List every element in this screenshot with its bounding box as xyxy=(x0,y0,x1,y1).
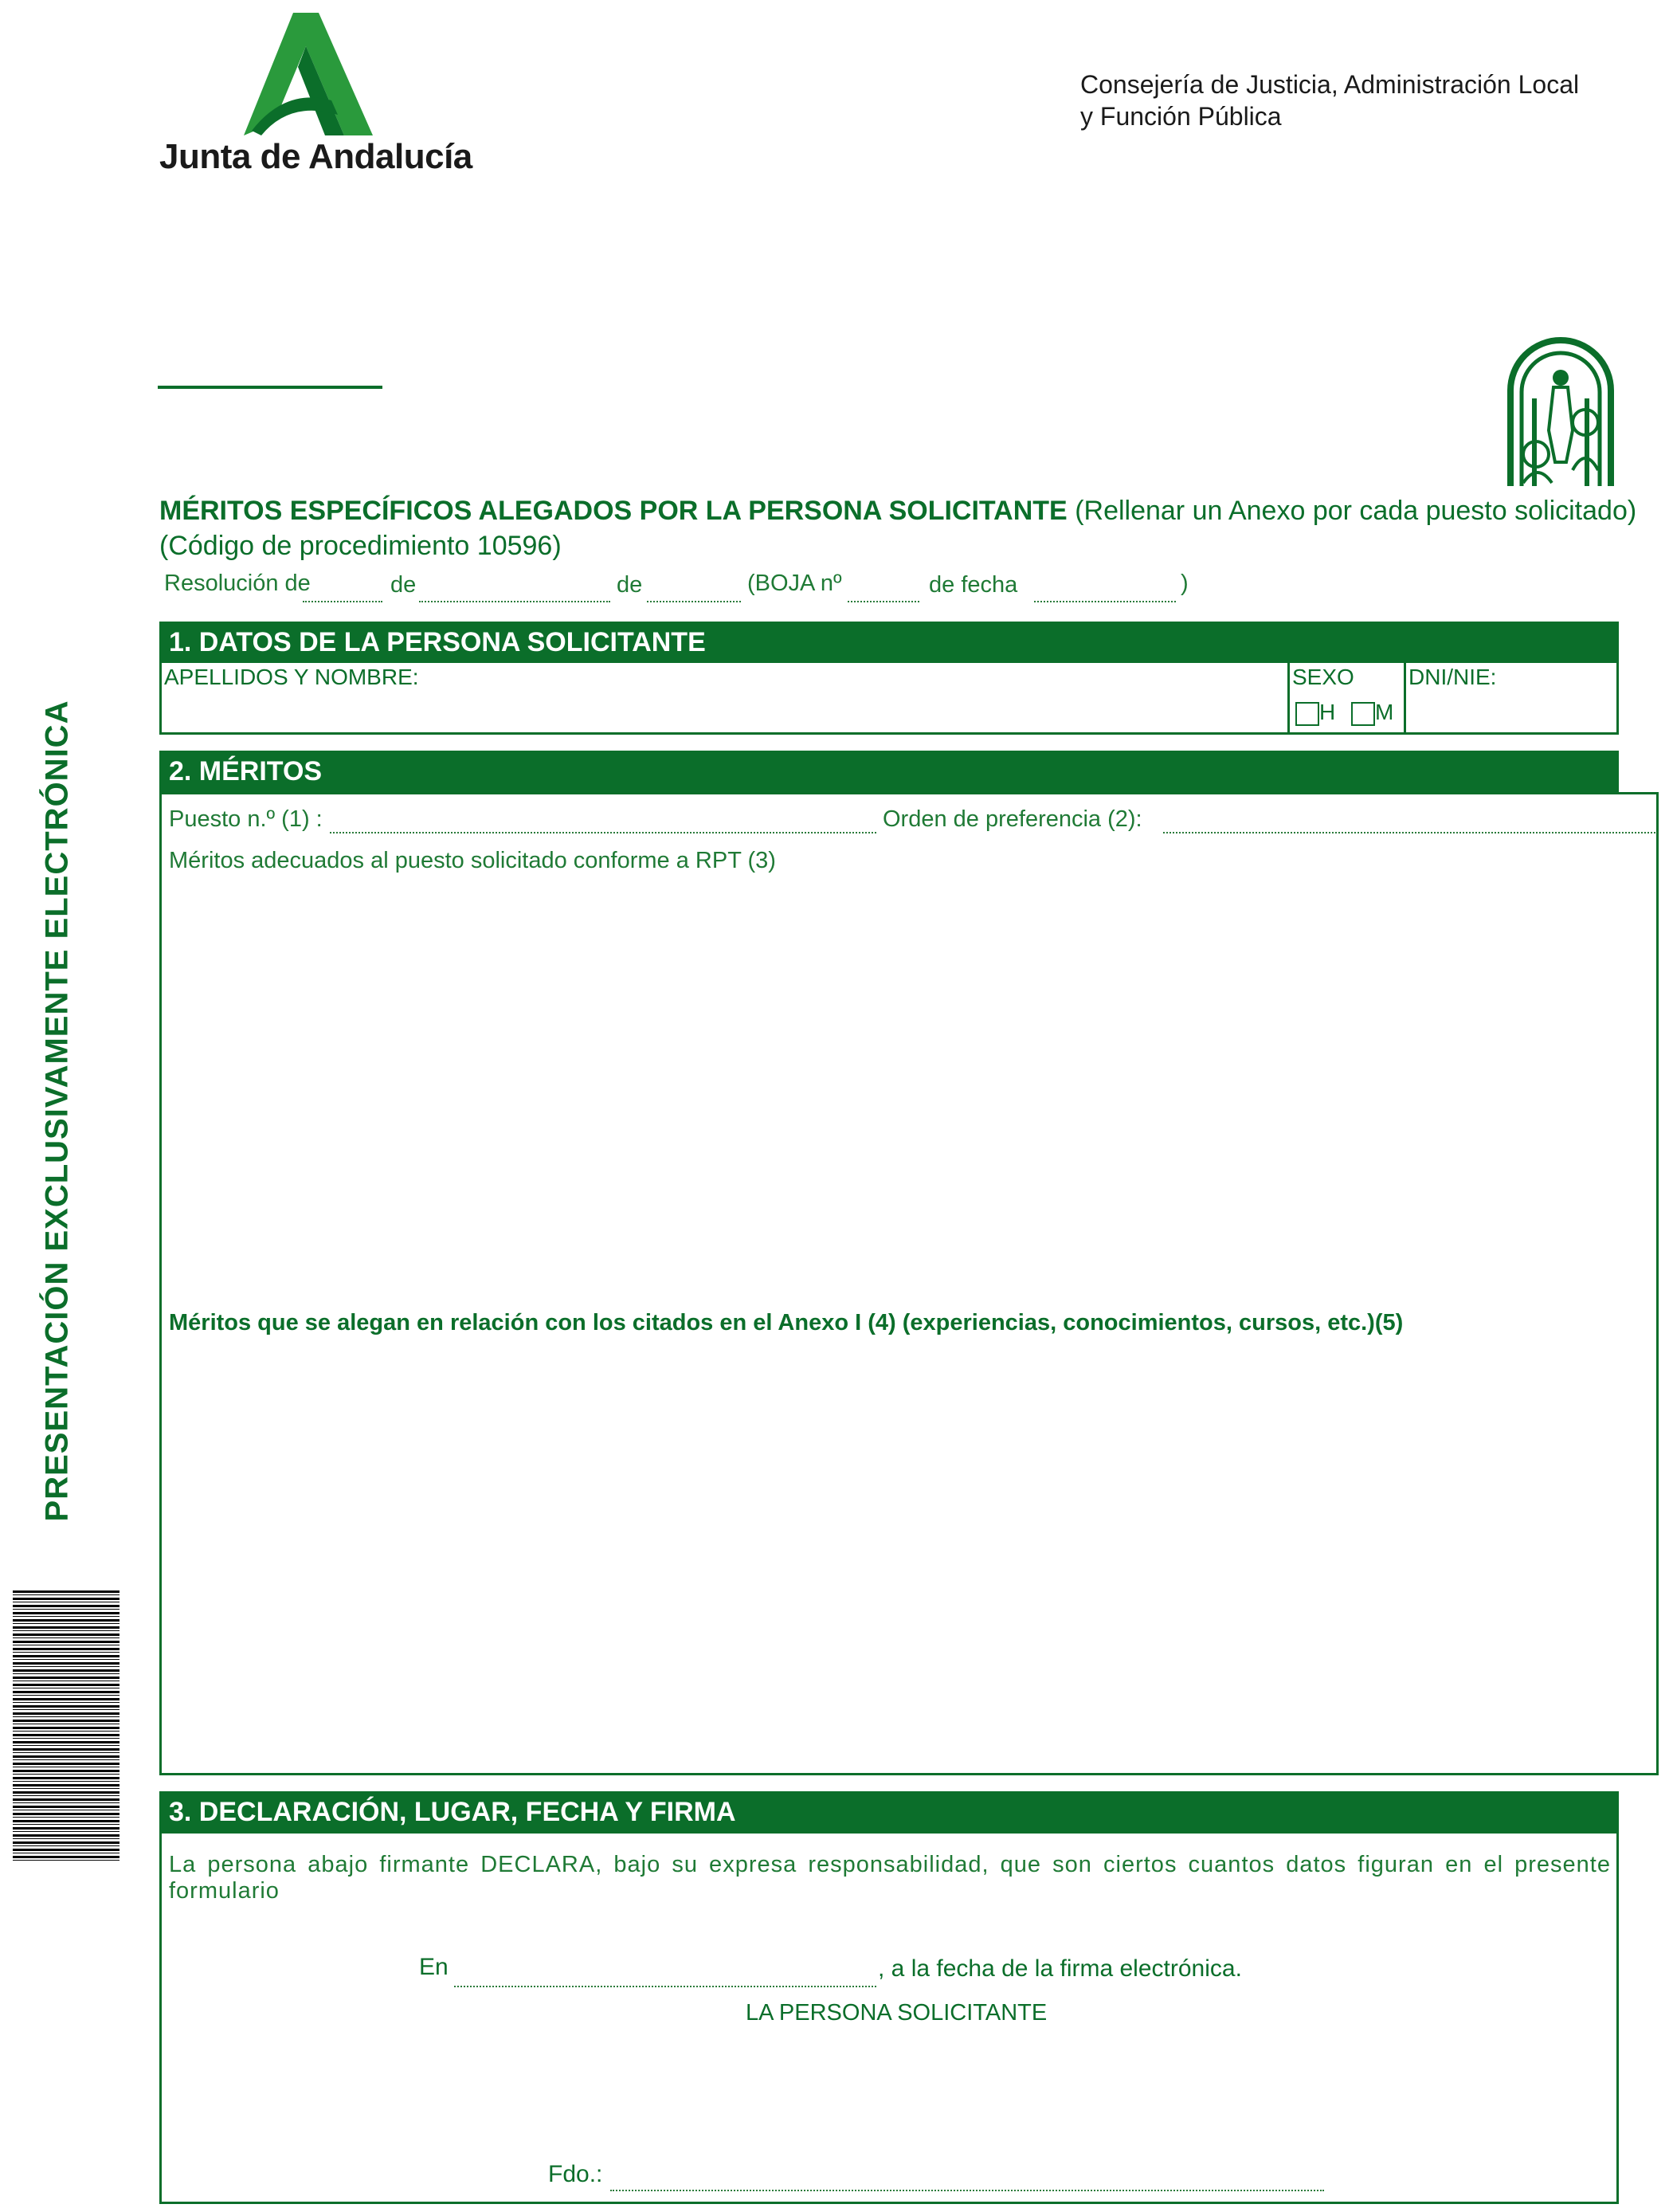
section-2-header: 2. MÉRITOS xyxy=(159,751,1619,792)
declaration-text: La persona abajo firmante DECLARA, bajo su expresa responsabilidad, que son ciertos cuantos datos figuran en el presente formulario xyxy=(169,1852,1611,1904)
resolution-field-2[interactable] xyxy=(419,601,610,602)
orden-field[interactable] xyxy=(1163,832,1655,833)
org-name: Junta de Andalucía xyxy=(159,137,472,176)
form-title-note: (Rellenar un Anexo por cada puesto solicitado) xyxy=(1075,496,1637,526)
form-title xyxy=(159,496,1637,527)
signature-field[interactable] xyxy=(610,2190,1324,2191)
sex-m-checkbox[interactable] xyxy=(1351,702,1375,726)
section-1-header: 1. DATOS DE LA PERSONA SOLICITANTE xyxy=(159,622,1619,663)
dni-input[interactable] xyxy=(1408,693,1614,731)
procedure-code: (Código de procedimiento 10596) xyxy=(159,531,562,561)
en-label: En xyxy=(419,1954,449,1980)
resolution-label-3: de xyxy=(617,572,643,598)
puesto-label: Puesto n.º (1) : xyxy=(169,806,323,832)
meritos-rpt-label: Méritos adecuados al puesto solicitado conforme a RPT (3) xyxy=(169,848,776,873)
department-line-2: y Función Pública xyxy=(1080,102,1282,131)
resolution-field-1[interactable] xyxy=(303,601,382,602)
sex-h-label: H xyxy=(1319,700,1336,724)
form-title-bold: MÉRITOS ESPECÍFICOS ALEGADOS POR LA PERSONA SOLICITANTE xyxy=(159,496,1068,526)
section-3-header: 3. DECLARACIÓN, LUGAR, FECHA Y FIRMA xyxy=(159,1791,1619,1833)
sex-options xyxy=(1295,700,1393,726)
meritos-anexo-label: Méritos que se alegan en relación con los citados en el Anexo I (4) (experiencias, conocimientos, cursos, etc.)(5) xyxy=(169,1310,1404,1335)
lugar-field[interactable] xyxy=(454,1986,876,1987)
side-vertical-text: PRESENTACIÓN EXCLUSIVAMENTE ELECTRÓNICA xyxy=(39,700,75,1522)
name-input[interactable] xyxy=(163,693,1286,731)
resolution-label-5: de fecha xyxy=(929,572,1018,598)
fdo-label: Fdo.: xyxy=(548,2161,603,2187)
meritos-rpt-input[interactable] xyxy=(169,881,1651,1296)
signer-label: LA PERSONA SOLICITANTE xyxy=(746,2000,1048,2026)
header-rule xyxy=(158,386,382,389)
meritos-anexo-input[interactable] xyxy=(169,1347,1651,1769)
coat-of-arms-icon xyxy=(1506,335,1616,488)
fecha-text: , a la fecha de la firma electrónica. xyxy=(878,1955,1242,1982)
resolution-field-5[interactable] xyxy=(1034,601,1176,602)
barcode xyxy=(13,1590,119,1863)
resolution-label-2: de xyxy=(390,572,417,598)
resolution-close: ) xyxy=(1181,571,1189,596)
orden-label: Orden de preferencia (2): xyxy=(883,806,1142,832)
resolution-label-1: Resolución de xyxy=(164,571,311,596)
sex-divider xyxy=(1287,660,1290,735)
resolution-field-4[interactable] xyxy=(848,601,919,602)
resolution-field-3[interactable] xyxy=(647,601,741,602)
sex-label: SEXO xyxy=(1292,665,1354,689)
sex-m-label: M xyxy=(1375,700,1394,724)
sex-h-checkbox[interactable] xyxy=(1295,702,1319,726)
department-line-1: Consejería de Justicia, Administración Local xyxy=(1080,70,1580,99)
dni-label: DNI/NIE: xyxy=(1408,665,1497,689)
name-label: APELLIDOS Y NOMBRE: xyxy=(164,665,419,689)
resolution-label-4: (BOJA nº xyxy=(747,571,842,596)
junta-andalucia-logo-icon xyxy=(237,11,373,135)
puesto-field[interactable] xyxy=(330,832,876,833)
dni-divider xyxy=(1404,660,1406,735)
